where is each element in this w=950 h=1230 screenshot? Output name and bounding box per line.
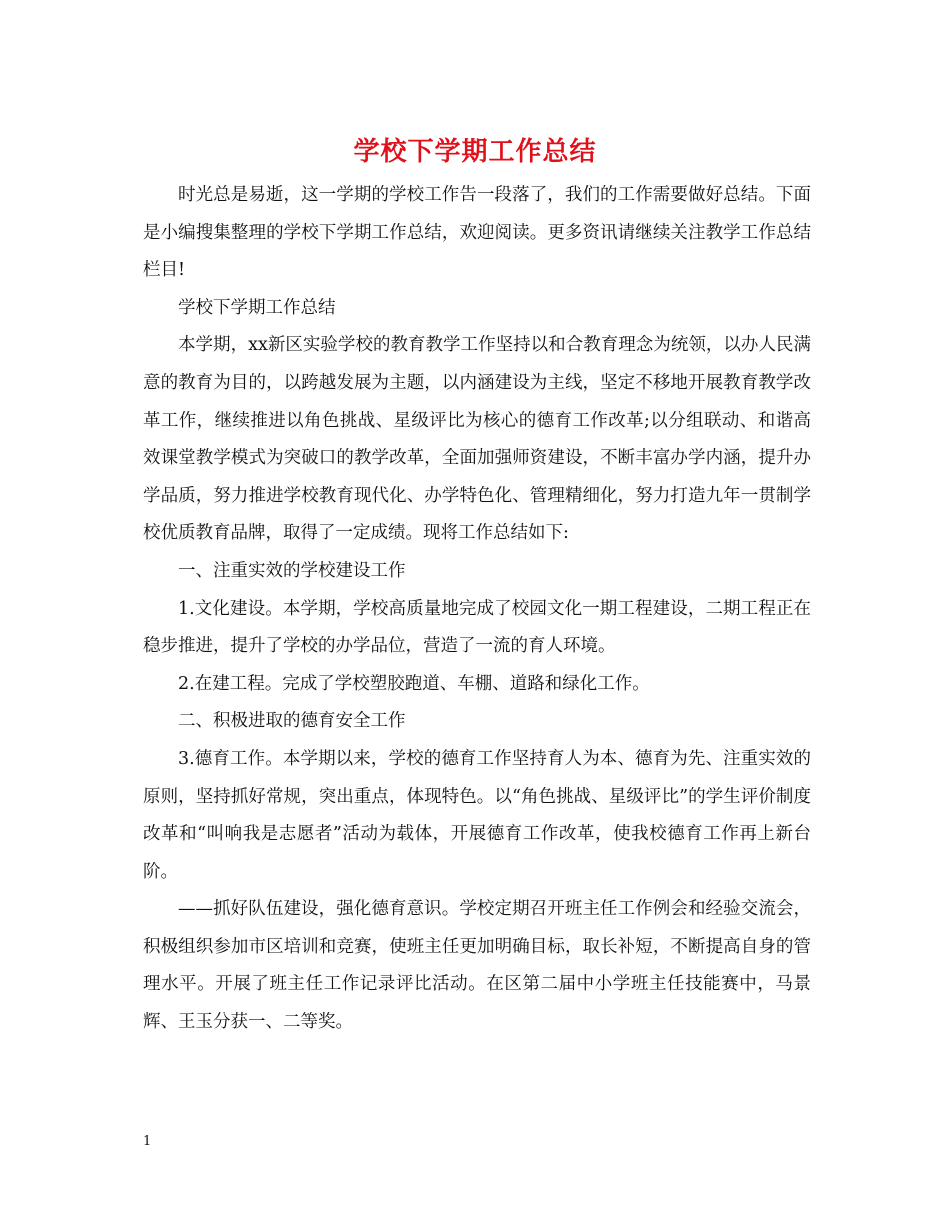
- paragraph-culture-construction: 1.文化建设。本学期，学校高质量地完成了校园文化一期工程建设，二期工程正在稳步推进，提升了学校的办学品位，营造了一流的育人环境。: [143, 598, 811, 657]
- paragraph-projects: 2.在建工程。完成了学校塑胶跑道、车棚、道路和绿化工作。: [178, 673, 650, 694]
- document-body: [143, 177, 811, 1042]
- section-heading-construction: 一、注重实效的学校建设工作: [178, 560, 406, 581]
- paragraph-overview: 本学期，xx新区实验学校的教育教学工作坚持以和合教育理念为统领，以办人民满意的教育为目的，以跨越发展为主题，以内涵建设为主线，坚定不移地开展教育教学改革工作，继续推进以角色挑战、星级评比为核心的德育工作改革;以分组联动、和谐高效课堂教学模式为突破口的教学改革，全面加强师资建设，不断丰富办学内涵，提升办学品质，努力推进学校教育现代化、办学特色化、管理精细化，努力打造九年一贯制学校优质教育品牌，取得了一定成绩。现将工作总结如下:: [143, 335, 811, 544]
- paragraph-intro: 时光总是易逝，这一学期的学校工作告一段落了，我们的工作需要做好总结。下面是小编搜集整理的学校下学期工作总结，欢迎阅读。更多资讯请继续关注教学工作总结栏目!: [143, 185, 811, 281]
- document-title: 学校下学期工作总结: [353, 137, 597, 167]
- paragraph-team-building: ——抓好队伍建设，强化德育意识。学校定期召开班主任工作例会和经验交流会，积极组织参加市区培训和竞赛，使班主任更加明确目标，取长补短，不断提高自身的管理水平。开展了班主任工作记录评比活动。在区第二届中小学班主任技能赛中，马景辉、王玉分获一、二等奖。: [143, 899, 811, 1033]
- paragraph-moral-education: 3.德育工作。本学期以来，学校的德育工作坚持育人为本、德育为先、注重实效的原则，坚持抓好常规，突出重点，体现特色。以“角色挑战、星级评比”的学生评价制度改革和“叫响我是志愿者”活动为载体，开展德育工作改革，使我校德育工作再上新台阶。: [143, 748, 811, 882]
- page-number: 1: [143, 1134, 152, 1149]
- paragraph-subtitle: 学校下学期工作总结: [178, 297, 336, 318]
- section-heading-moral-safety: 二、积极进取的德育安全工作: [178, 711, 406, 732]
